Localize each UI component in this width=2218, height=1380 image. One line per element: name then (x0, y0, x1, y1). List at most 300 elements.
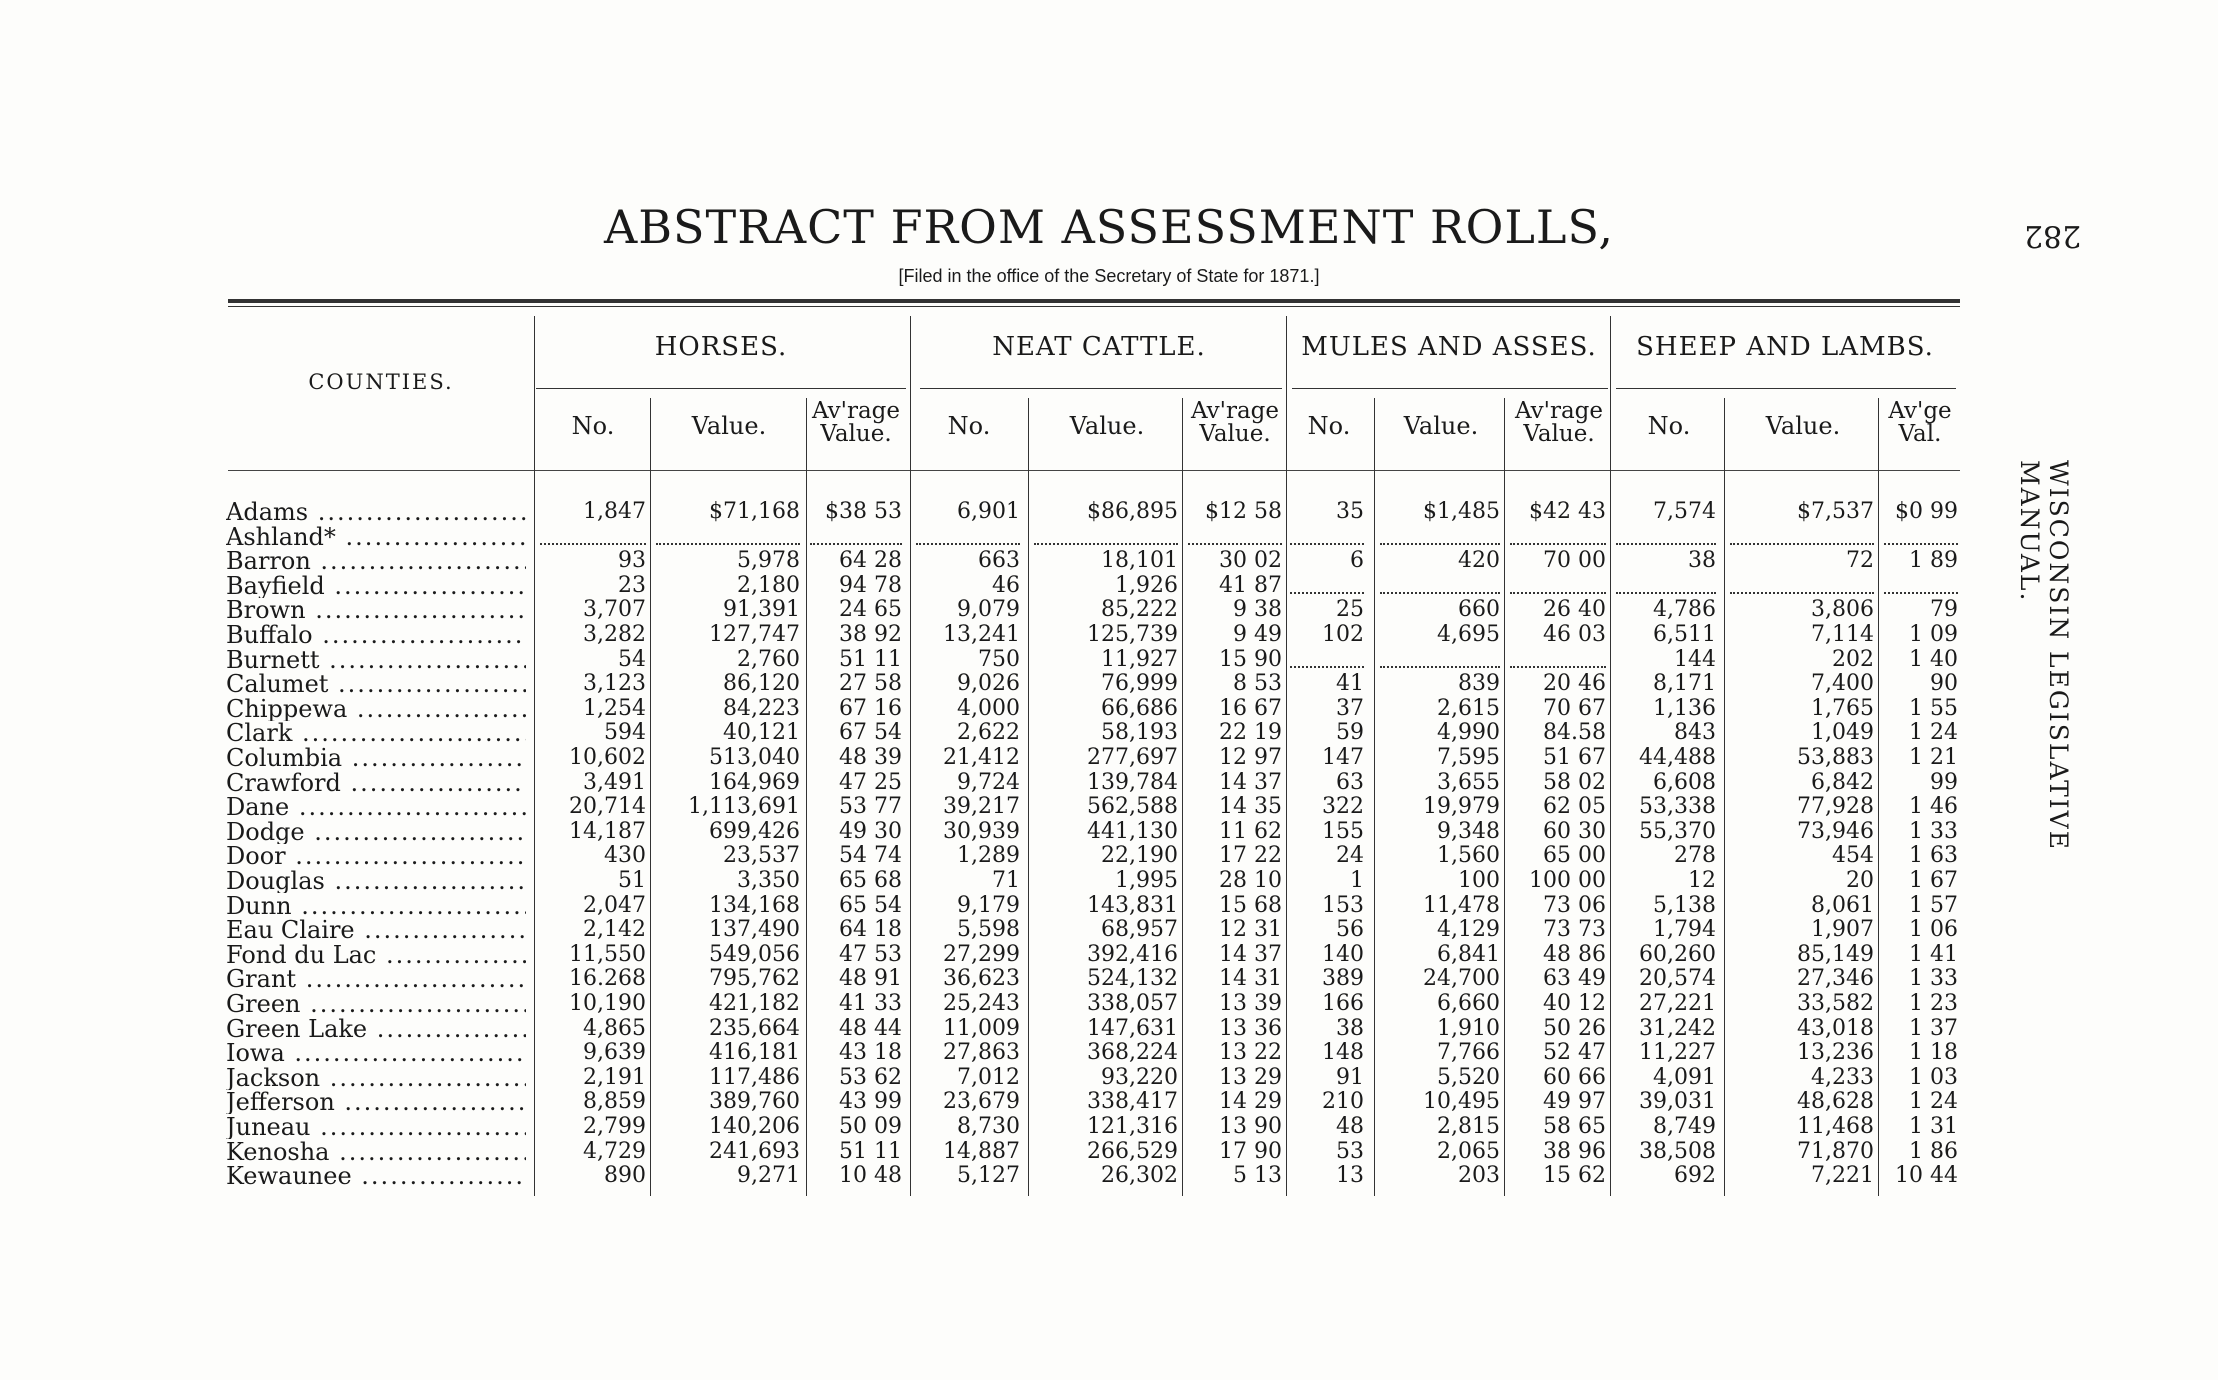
table-cell: 1,926 (1115, 572, 1178, 598)
table-cell: 24 65 (839, 597, 902, 623)
mules-avg-header-line2: Value. (1523, 421, 1595, 447)
table-cell: 70 67 (1543, 695, 1606, 721)
table-cell: 7,400 (1811, 671, 1874, 697)
table-cell: 53,338 (1639, 794, 1716, 820)
table-cell: 549,056 (709, 941, 800, 967)
table-cell: 9 49 (1233, 622, 1282, 647)
table-cell: 2,047 (583, 892, 646, 918)
table-cell: 277,697 (1087, 745, 1178, 770)
empty-cell-leader (1290, 592, 1364, 594)
table-cell: 3,282 (583, 622, 646, 647)
table-cell: 27,346 (1797, 966, 1874, 992)
county-name: Dane ..... (226, 795, 526, 819)
column-divider (534, 316, 535, 1196)
table-cell: 51 11 (839, 646, 902, 672)
table-cell: 14 31 (1219, 966, 1282, 992)
table-cell: 48 86 (1543, 941, 1606, 967)
table-cell: 20,714 (569, 794, 646, 820)
county-name: Kewaunee ..... (226, 1164, 526, 1188)
table-cell: 22 19 (1219, 720, 1282, 746)
table-cell: 25,243 (943, 991, 1020, 1016)
table-cell: $7,537 (1797, 499, 1874, 524)
horses-avg-header-line2: Value. (820, 421, 892, 447)
table-cell: 85,222 (1101, 597, 1178, 623)
table-cell: 70 00 (1543, 548, 1606, 574)
table-cell: 7,012 (957, 1064, 1020, 1090)
table-cell: 63 (1336, 769, 1364, 795)
table-cell: 1,254 (583, 695, 646, 721)
table-cell: 50 09 (839, 1114, 902, 1139)
table-cell: 2,760 (737, 646, 800, 672)
table-cell: 77,928 (1797, 794, 1874, 820)
table-cell: 66,686 (1101, 695, 1178, 721)
table-cell: 1 24 (1909, 1089, 1958, 1115)
table-cell: 15 90 (1219, 646, 1282, 672)
table-cell: 15 62 (1543, 1163, 1606, 1189)
county-name: Burnett ..... (226, 648, 526, 672)
table-cell: 71 (992, 868, 1020, 893)
table-cell: 21,412 (943, 745, 1020, 770)
table-cell: 86,120 (723, 671, 800, 697)
table-cell: 8,749 (1653, 1114, 1716, 1139)
county-name: Barron ..... (226, 549, 526, 573)
county-name: Grant ..... (226, 967, 526, 991)
table-cell: 53 62 (839, 1064, 902, 1090)
table-cell: 524,132 (1087, 966, 1178, 992)
table-cell: 322 (1322, 794, 1364, 820)
table-cell: $0 99 (1895, 499, 1958, 524)
table-cell: 84,223 (723, 695, 800, 721)
cattle-no-header: No. (947, 412, 991, 440)
county-name: Door ..... (226, 844, 526, 868)
table-cell: 48 44 (839, 1015, 902, 1041)
table-cell: 11,550 (569, 941, 646, 967)
table-cell: 1 37 (1909, 1015, 1958, 1041)
table-cell: 3,707 (583, 597, 646, 623)
table-cell: 102 (1322, 622, 1364, 647)
table-cell: 43,018 (1797, 1015, 1874, 1041)
table-cell: 1 41 (1909, 941, 1958, 967)
running-title: WISCONSIN LEGISLATIVE MANUAL. (2015, 460, 2073, 851)
top-rule (228, 299, 1960, 303)
table-cell: 14 29 (1219, 1089, 1282, 1115)
cattle-group-header: NEAT CATTLE. (992, 332, 1206, 362)
table-cell: 12 31 (1219, 917, 1282, 943)
table-cell: 46 (992, 572, 1020, 598)
table-cell: 73,946 (1797, 818, 1874, 844)
table-cell: 6,841 (1437, 941, 1500, 967)
table-cell: 39,031 (1639, 1089, 1716, 1115)
table-cell: 3,123 (583, 671, 646, 697)
table-cell: 6,511 (1653, 622, 1716, 647)
table-cell: 13,241 (943, 622, 1020, 647)
sheep-no-header: No. (1647, 412, 1691, 440)
horses-no-header: No. (571, 412, 615, 440)
table-cell: 139,784 (1087, 769, 1178, 795)
empty-cell-leader (1510, 592, 1606, 594)
table-cell: 338,057 (1087, 991, 1178, 1016)
column-divider (1374, 398, 1375, 1196)
table-cell: 41 (1336, 671, 1364, 697)
table-cell: 147,631 (1087, 1015, 1178, 1041)
table-cell: 93 (618, 548, 646, 574)
table-cell: 16 67 (1219, 695, 1282, 721)
table-cell: 20 46 (1543, 671, 1606, 697)
table-cell: 392,416 (1087, 941, 1178, 967)
table-cell: 202 (1832, 646, 1874, 672)
table-cell: 6,901 (957, 499, 1020, 524)
county-name: Dunn ..... (226, 894, 526, 918)
table-cell: 8,061 (1811, 892, 1874, 918)
table-cell: 2,065 (1437, 1138, 1500, 1164)
table-cell: 43 99 (839, 1089, 902, 1115)
table-cell: 11 62 (1219, 818, 1282, 844)
table-cell: 26,302 (1101, 1163, 1178, 1189)
table-cell: 594 (604, 720, 646, 746)
table-cell: 54 (618, 646, 646, 672)
table-cell: 454 (1832, 843, 1874, 869)
table-cell: 5,598 (957, 917, 1020, 943)
table-cell: 23,679 (943, 1089, 1020, 1115)
table-cell: 40 12 (1543, 991, 1606, 1016)
table-cell: 9,179 (957, 892, 1020, 918)
table-cell: 5,127 (957, 1163, 1020, 1189)
table-cell: 58 02 (1543, 769, 1606, 795)
table-cell: 9,639 (583, 1040, 646, 1066)
table-cell: 166 (1322, 991, 1364, 1016)
table-cell: 153 (1322, 892, 1364, 918)
table-cell: 60,260 (1639, 941, 1716, 967)
table-cell: 6,660 (1437, 991, 1500, 1016)
table-cell: 4,865 (583, 1015, 646, 1041)
table-cell: 13 39 (1219, 991, 1282, 1016)
table-cell: 58 65 (1543, 1114, 1606, 1139)
table-cell: 8,171 (1653, 671, 1716, 697)
county-name: Clark ..... (226, 721, 526, 745)
table-cell: 2,815 (1437, 1114, 1500, 1139)
table-cell: 203 (1458, 1163, 1500, 1189)
table-cell: 7,766 (1437, 1040, 1500, 1066)
group-underline (1292, 388, 1608, 389)
table-cell: 67 54 (839, 720, 902, 746)
table-cell: 164,969 (709, 769, 800, 795)
table-cell: 1 63 (1909, 843, 1958, 869)
county-name: Kenosha ..... (226, 1140, 526, 1164)
table-cell: 1 33 (1909, 966, 1958, 992)
table-cell: 11,478 (1423, 892, 1500, 918)
table-cell: 38 92 (839, 622, 902, 647)
group-underline (536, 388, 906, 389)
table-cell: 8 53 (1233, 671, 1282, 697)
table-cell: 1 09 (1909, 622, 1958, 647)
empty-cell-leader (1616, 592, 1716, 594)
table-cell: 14,187 (569, 818, 646, 844)
table-cell: 62 05 (1543, 794, 1606, 820)
table-cell: 2,622 (957, 720, 1020, 746)
table-cell: 48 (1336, 1114, 1364, 1139)
table-cell: 1,289 (957, 843, 1020, 869)
table-cell: 210 (1322, 1089, 1364, 1115)
table-cell: 5 13 (1233, 1163, 1282, 1189)
table-cell: 53,883 (1797, 745, 1874, 770)
mules-no-header: No. (1307, 412, 1351, 440)
table-cell: 1,794 (1653, 917, 1716, 943)
table-cell: 7,574 (1653, 499, 1716, 524)
page-subtitle: [Filed in the office of the Secretary of State for 1871.] (898, 266, 1320, 286)
table-cell: $1,485 (1423, 499, 1500, 524)
table-cell: 72 (1846, 548, 1874, 574)
table-cell: 6,842 (1811, 769, 1874, 795)
table-cell: 9,271 (737, 1163, 800, 1189)
table-cell: 49 30 (839, 818, 902, 844)
table-cell: 100 (1458, 868, 1500, 893)
table-cell: 11,468 (1797, 1114, 1874, 1139)
table-cell: 28 10 (1219, 868, 1282, 893)
table-cell: 266,529 (1087, 1138, 1178, 1164)
mules-group-header: MULES AND ASSES. (1301, 332, 1597, 362)
table-cell: 38 (1336, 1015, 1364, 1041)
table-cell: 1 89 (1909, 548, 1958, 574)
table-cell: $42 43 (1529, 499, 1606, 524)
cattle-avg-header-line2: Value. (1199, 421, 1271, 447)
table-cell: 46 03 (1543, 622, 1606, 647)
table-cell: 35 (1336, 499, 1364, 524)
county-name: Iowa ..... (226, 1041, 526, 1065)
horses-avg-header-line1: Av'rage (811, 398, 901, 424)
county-name: Juneau ..... (226, 1115, 526, 1139)
table-cell: 1 03 (1909, 1064, 1958, 1090)
table-cell: 7,221 (1811, 1163, 1874, 1189)
table-cell: 278 (1674, 843, 1716, 869)
table-cell: 11,009 (943, 1015, 1020, 1041)
table-cell: 13 29 (1219, 1064, 1282, 1090)
table-cell: 4,786 (1653, 597, 1716, 623)
county-name: Jackson ..... (226, 1066, 526, 1090)
table-cell: 660 (1458, 597, 1500, 623)
table-cell: 20 (1846, 868, 1874, 893)
table-cell: 890 (604, 1163, 646, 1189)
table-cell: 25 (1336, 597, 1364, 623)
table-cell: 39,217 (943, 794, 1020, 820)
group-underline (920, 388, 1282, 389)
sheep-value-header: Value. (1765, 412, 1841, 440)
table-cell: 15 68 (1219, 892, 1282, 918)
table-cell: 43 18 (839, 1040, 902, 1066)
table-cell: 51 67 (1543, 745, 1606, 770)
table-cell: 147 (1322, 745, 1364, 770)
table-cell: 11,927 (1101, 646, 1178, 672)
table-cell: 692 (1674, 1163, 1716, 1189)
table-cell: 20,574 (1639, 966, 1716, 992)
table-cell: 40,121 (723, 720, 800, 746)
horses-group-header: HORSES. (654, 332, 788, 362)
empty-cell-leader (810, 543, 902, 545)
table-cell: 7,114 (1811, 622, 1874, 647)
table-cell: 17 22 (1219, 843, 1282, 869)
table-cell: 13 90 (1219, 1114, 1282, 1139)
table-cell: 91 (1336, 1064, 1364, 1090)
table-cell: 2,180 (737, 572, 800, 598)
empty-cell-leader (1034, 543, 1178, 545)
table-cell: 60 30 (1543, 818, 1606, 844)
top-rule-thin (228, 306, 1960, 307)
table-cell: 4,695 (1437, 622, 1500, 647)
table-cell: 2,799 (583, 1114, 646, 1139)
column-divider (650, 398, 651, 1196)
table-cell: 10,190 (569, 991, 646, 1016)
table-cell: 24 (1336, 843, 1364, 869)
table-cell: 55,370 (1639, 818, 1716, 844)
table-cell: 155 (1322, 818, 1364, 844)
county-name: Dodge ..... (226, 820, 526, 844)
table-cell: 420 (1458, 548, 1500, 574)
table-cell: 65 54 (839, 892, 902, 918)
table-cell: 137,490 (709, 917, 800, 943)
table-cell: 1,049 (1811, 720, 1874, 746)
column-divider (1724, 398, 1725, 1196)
table-cell: 416,181 (709, 1040, 800, 1066)
table-cell: 65 68 (839, 868, 902, 893)
table-cell: 513,040 (709, 745, 800, 770)
table-cell: 33,582 (1797, 991, 1874, 1016)
table-cell: 76,999 (1101, 671, 1178, 697)
table-cell: 1,910 (1437, 1015, 1500, 1041)
table-cell: 389 (1322, 966, 1364, 992)
empty-cell-leader (1188, 543, 1282, 545)
table-cell: 1,765 (1811, 695, 1874, 721)
table-cell: 9,079 (957, 597, 1020, 623)
table-cell: 6 (1350, 548, 1364, 574)
table-cell: 127,747 (709, 622, 800, 647)
table-cell: 64 28 (839, 548, 902, 574)
column-divider (1878, 398, 1879, 1196)
table-cell: $12 58 (1205, 499, 1282, 524)
table-cell: $86,895 (1087, 499, 1178, 524)
table-cell: 1 (1350, 868, 1364, 893)
table-cell: 52 47 (1543, 1040, 1606, 1066)
table-cell: 368,224 (1087, 1040, 1178, 1066)
table-cell: 3,491 (583, 769, 646, 795)
table-cell: 9,026 (957, 671, 1020, 697)
table-cell: 4,129 (1437, 917, 1500, 943)
table-cell: 94 78 (839, 572, 902, 598)
table-cell: 1 06 (1909, 917, 1958, 943)
county-name: Green ..... (226, 992, 526, 1016)
table-cell: 8,730 (957, 1114, 1020, 1139)
table-cell: 13 22 (1219, 1040, 1282, 1066)
table-cell: 3,350 (737, 868, 800, 893)
sheep-avg-header (1880, 400, 1960, 446)
table-cell: 140,206 (709, 1114, 800, 1139)
county-name: Douglas ..... (226, 869, 526, 893)
table-cell: 99 (1930, 769, 1958, 795)
table-cell: 44,488 (1639, 745, 1716, 770)
column-divider (910, 316, 911, 1196)
table-cell: 12 97 (1219, 745, 1282, 770)
table-cell: 4,000 (957, 695, 1020, 721)
table-cell: 1 46 (1909, 794, 1958, 820)
table-cell: 2,191 (583, 1064, 646, 1090)
column-divider (1610, 316, 1611, 1196)
table-cell: 93,220 (1101, 1064, 1178, 1090)
table-cell: 14 35 (1219, 794, 1282, 820)
empty-cell-leader (1884, 592, 1958, 594)
table-cell: 47 25 (839, 769, 902, 795)
table-cell: 1 24 (1909, 720, 1958, 746)
table-cell: 1 67 (1909, 868, 1958, 893)
table-cell: 1 40 (1909, 646, 1958, 672)
table-cell: 4,729 (583, 1138, 646, 1164)
county-name: Bayfield ..... (226, 574, 526, 598)
cattle-value-header: Value. (1069, 412, 1145, 440)
table-cell: 65 00 (1543, 843, 1606, 869)
table-cell: 90 (1930, 671, 1958, 697)
table-cell: 79 (1930, 597, 1958, 623)
table-cell: 91,391 (723, 597, 800, 623)
table-cell: 27,221 (1639, 991, 1716, 1016)
horses-value-header: Value. (691, 412, 767, 440)
table-cell: 68,957 (1101, 917, 1178, 943)
table-cell: 23,537 (723, 843, 800, 869)
table-cell: 63 49 (1543, 966, 1606, 992)
county-name: Columbia ..... (226, 746, 526, 770)
table-cell: 48 39 (839, 745, 902, 770)
county-name: Ashland* ..... (226, 525, 526, 549)
county-name: Crawford ..... (226, 771, 526, 795)
empty-cell-leader (916, 543, 1020, 545)
table-cell: 73 73 (1543, 917, 1606, 943)
table-cell: 117,486 (709, 1064, 800, 1090)
table-cell: 60 66 (1543, 1064, 1606, 1090)
column-divider (1182, 398, 1183, 1196)
empty-cell-leader (1730, 592, 1874, 594)
table-cell: 18,101 (1101, 548, 1178, 574)
table-cell: 1 18 (1909, 1040, 1958, 1066)
county-name: Jefferson ..... (226, 1090, 526, 1114)
table-cell: 24,700 (1423, 966, 1500, 992)
table-cell: 9 38 (1233, 597, 1282, 623)
table-cell: 5,978 (737, 548, 800, 574)
table-cell: 27,863 (943, 1040, 1020, 1066)
table-cell: 27,299 (943, 941, 1020, 967)
table-cell: 13,236 (1797, 1040, 1874, 1066)
table-cell: 26 40 (1543, 597, 1606, 623)
column-divider (1028, 398, 1029, 1196)
table-cell: 16.268 (569, 966, 646, 992)
table-cell: 51 (618, 868, 646, 893)
table-cell: 1,847 (583, 499, 646, 524)
mules-avg-header-line1: Av'rage (1514, 398, 1604, 424)
table-cell: 7,595 (1437, 745, 1500, 770)
table-cell: 241,693 (709, 1138, 800, 1164)
table-cell: 49 97 (1543, 1089, 1606, 1115)
table-cell: 1,995 (1115, 868, 1178, 893)
table-cell: 8,859 (583, 1089, 646, 1115)
mules-avg-header (1506, 400, 1612, 446)
table-cell: 4,990 (1437, 720, 1500, 746)
table-cell: 1,907 (1811, 917, 1874, 943)
county-name: Buffalo ..... (226, 623, 526, 647)
empty-cell-leader (1380, 543, 1500, 545)
table-cell: 121,316 (1087, 1114, 1178, 1139)
table-cell: 14 37 (1219, 941, 1282, 967)
table-cell: 144 (1674, 646, 1716, 672)
county-name: Brown ..... (226, 598, 526, 622)
table-cell: 338,417 (1087, 1089, 1178, 1115)
table-cell: 562,588 (1087, 794, 1178, 820)
table-cell: 48,628 (1797, 1089, 1874, 1115)
table-cell: 663 (978, 548, 1020, 574)
